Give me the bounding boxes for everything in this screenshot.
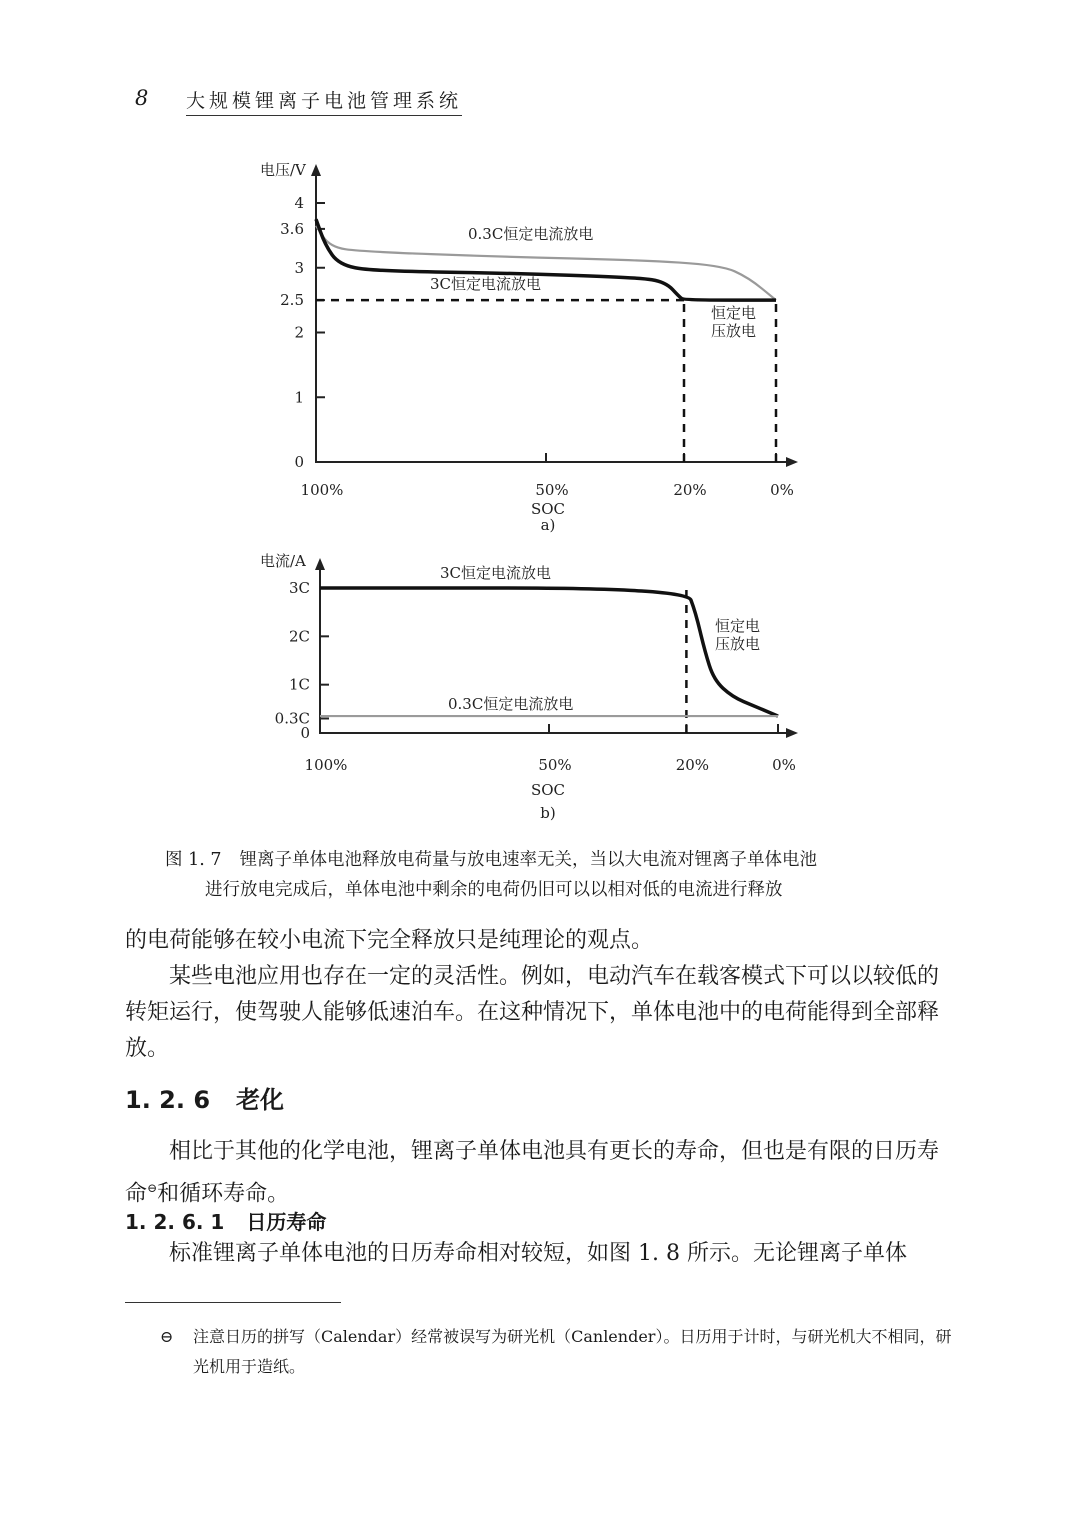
panel-label: b) xyxy=(540,804,556,822)
paragraph-aging xyxy=(125,1134,960,1212)
footnote xyxy=(160,1322,960,1382)
cv-label-line2: 压放电 xyxy=(715,635,761,653)
figure-number: 图 1. 7 xyxy=(165,850,222,870)
y-tick-label: 2 xyxy=(294,323,304,342)
body-paragraphs-top xyxy=(125,923,960,1067)
panel-label: a) xyxy=(540,516,556,534)
section-title: 老化 xyxy=(236,1086,285,1114)
x-tick-label: 100% xyxy=(304,756,348,774)
running-header xyxy=(0,84,1080,118)
calendar-paragraph xyxy=(125,1236,960,1272)
book-title: 大规模锂离子电池管理系统 xyxy=(186,86,462,116)
chart-a-reference-lines xyxy=(316,300,776,462)
y-axis-arrow xyxy=(311,164,321,176)
subsection-title: 日历寿命 xyxy=(246,1210,327,1234)
paragraph-aging-part1: 相比于其他的化学电池，锂离子单体电池具有更长的寿命，但也是有限的日历寿命 xyxy=(125,1139,940,1207)
y-tick-label: 3C xyxy=(288,579,310,597)
paragraph-calendar-life: 标准锂离子单体电池的日历寿命相对较短，如图 1. 8 所示。无论锂离子单体 xyxy=(169,1241,907,1266)
series-label-0.3c: 0.3C恒定电流放电 xyxy=(448,695,574,713)
subsection-heading xyxy=(125,1206,326,1235)
x-tick-label: 100% xyxy=(300,481,344,499)
paragraph-flexibility: 某些电池应用也存在一定的灵活性。例如，电动汽车在载客模式下可以以较低的转矩运行，使驾驶人能够低速泊车。在这种情况下，单体电池中的电荷能得到全部释放。 xyxy=(125,964,940,1061)
y-tick-label: 2.5 xyxy=(280,291,304,310)
series-label-3c: 3C恒定电流放电 xyxy=(440,564,552,582)
x-tick-label: 0% xyxy=(770,481,794,499)
y-tick-label: 4 xyxy=(294,194,304,212)
cv-label-line2: 压放电 xyxy=(711,322,757,340)
footnote-divider xyxy=(125,1302,341,1303)
x-axis-arrow xyxy=(786,457,798,467)
y-tick-label: 1 xyxy=(294,388,304,407)
subsection-number: 1. 2. 6. 1 xyxy=(125,1210,225,1234)
footnote-mark: ⊖ xyxy=(160,1327,174,1346)
y-axis-arrow xyxy=(315,558,325,570)
y-tick-label: 0.3C xyxy=(274,709,310,728)
caption-line-1: 锂离子单体电池释放电荷量与放电速率无关，当以大电流对锂离子单体电池 xyxy=(239,850,817,870)
figure-caption xyxy=(165,845,955,905)
x-tick-label: 20% xyxy=(675,756,710,774)
paragraph-continuation: 的电荷能够在较小电流下完全释放只是纯理论的观点。 xyxy=(125,928,654,953)
x-axis-label: SOC xyxy=(530,781,566,799)
chart-b-ticks xyxy=(275,579,796,774)
cv-label-line1: 恒定电 xyxy=(715,617,761,635)
x-axis-label: SOC xyxy=(530,500,566,518)
cv-label-line1: 恒定电 xyxy=(711,304,757,322)
y-tick-label: 1C xyxy=(288,675,310,694)
footnote-text: 注意日历的拼写（Calendar）经常被误写为研光机（Canlender）。日历用于计时，与研光机大不相同，研光机用于造纸。 xyxy=(193,1327,952,1376)
caption-line-2: 进行放电完成后，单体电池中剩余的电荷仍旧可以以相对低的电流进行释放 xyxy=(205,880,783,900)
series-label-3c: 3C恒定电流放电 xyxy=(430,275,542,293)
x-axis-arrow xyxy=(786,728,798,738)
y-axis-label: 电流/A xyxy=(260,552,306,570)
aging-paragraph xyxy=(125,1134,960,1212)
x-tick-label: 20% xyxy=(673,481,707,499)
section-heading xyxy=(125,1080,284,1115)
section-number: 1. 2. 6 xyxy=(125,1086,211,1114)
y-tick-label: 2C xyxy=(288,627,310,646)
y-tick-label: 0 xyxy=(294,453,304,471)
x-tick-label: 0% xyxy=(772,756,796,774)
series-label-0.3c: 0.3C恒定电流放电 xyxy=(468,225,594,243)
page-number: 8 xyxy=(135,86,149,110)
y-tick-label: 0 xyxy=(300,724,310,742)
y-tick-label: 3.6 xyxy=(280,219,304,238)
footnote-reference[interactable]: ⊖ xyxy=(147,1181,158,1195)
voltage-soc-chart xyxy=(0,150,1080,535)
paragraph-aging-part2: 和循环寿命。 xyxy=(157,1181,290,1207)
x-tick-label: 50% xyxy=(538,756,572,774)
current-soc-chart xyxy=(0,545,1080,830)
y-tick-label: 3 xyxy=(294,258,304,277)
y-axis-label: 电压/V xyxy=(260,161,306,179)
x-tick-label: 50% xyxy=(535,481,569,499)
